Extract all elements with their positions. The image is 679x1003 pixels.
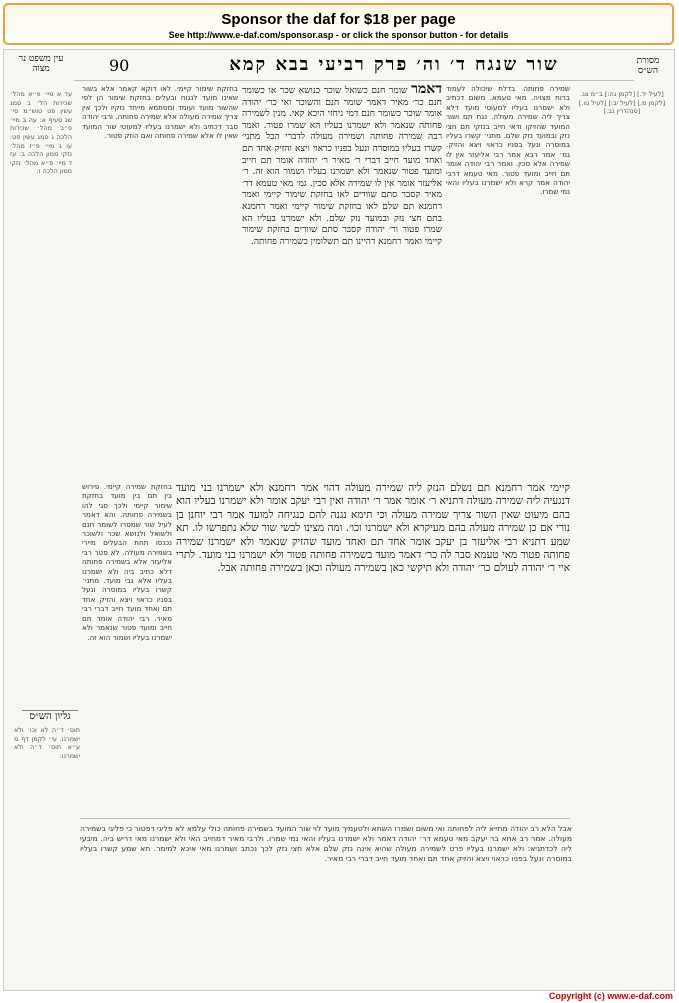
ein-mishpat-column	[10, 90, 72, 680]
gilyon-column	[14, 726, 80, 806]
sponsor-banner-subtitle[interactable]: See http://www.e-daf.com/sponsor.asp - or click the sponsor button - for details	[168, 30, 509, 40]
gemara-body: שומר חנם כשואל שוכר כנושא שכר או כשומר חנם כר׳ מאיר דאמר שומר חנם והשוכר ואי כר׳ יהודה אומר שוכר כשומר חנם דמי ניחזי היכא קאי. מנין לשמירה פחותה שנאמר ולא ישמרנו בעליו הא שמרו פטור. ואמר רבה שמירה פחותה ושמירה מעולה לדברי הכל מתני׳ קשרו בעליו במוסרה ונעל בפניו כראוי ויצא והזיק אחד תם ואחד מועד חייב דברי ר׳ מאיר ר׳ יהודה אומר תם חייב ומועד פטור שנאמר ולא ישמרנו בעליו ושמור הוא זה. ר׳ אליעזר אומר אין לו שמירה אלא סכין. גמ׳ מאי טעמא דר׳ מאיר קסבר סתם שוורים לאו בחזקת שימור קיימי ואמר רחמנא תם שלם לאו בחזקת שימור קיימי ואמר רחמנא בתם חצי נזק ובמועד נזק שלם. ולא ישמרנו בעליו הא שמרו פטור ור׳ יהודה קסבר סתם שוורים בחזקת שימור קיימי ואמר רחמנא דהיינו תם תשלומין כשמירה פחותה.	[242, 86, 442, 247]
gilyon-title: גליון הש״ס	[22, 710, 78, 722]
bottom-rule	[80, 818, 570, 819]
header-rule	[74, 80, 634, 81]
rashi-text: שמירה פחותה. בדלת שיכולה לעמוד ברוח מצויה. מאי טעמא. משום דכתיב ולא ישמרנו בעליו למעוטי מועד דלא צריך ליה שמירה מעולה. נגח תם ושור המועד שהזיקו ודאי חייב בנזקי תם חצי נזק ובמועד נזק שלם. מתני׳ קשרו בעליו במוסרה ונעל בפניו כראוי ויצא והזיק. גמ׳ אמר רבא אמר רבי אליעזר אין לו שמירה אלא סכין. ואמר רבי יהודה אומר תם חייב ומועד פטור. מאי טעמא דרבי יהודה אמר קרא ולא ישמרנו בעליו והאי נמי שמרו.	[446, 84, 570, 197]
sponsor-banner-title[interactable]: Sponsor the daf for $18 per page	[221, 11, 456, 28]
masoret-text: [לעיל יד.] [לקמן נה:] ב״מ צג. [לקמן מ.] [לעיל יב:] [לעיל טו.] [סנהדרין נב.]	[578, 90, 666, 116]
tosafot-left-text: בחזקת שמירה קיימי. פירוש בין תם בין מועד בחזקת שימור קיימי ולכך סגי להו בשמירה פחותה. והא דאמר לעיל שור שמסרו לשומר חנם ולשואל ולנושא שכר ולשוכר נכנסו תחת הבעלים מיירי בשמירה מעולה. לא פטר רבי אליעזר אלא בשמירה פחותה דלא כתיב ביה ולא ישמרנו בעליו אלא גבי מועד. מתני׳ קשרו בעליו במוסרה ונעל בפניו כראוי ויצא והזיק אחד תם ואחד מועד חייב דברי רבי מאיר. רבי יהודה אומר תם חייב ומועד פטור שנאמר ולא ישמרנו בעליו ושמור הוא זה.	[82, 482, 172, 642]
gilyon-text: תוס׳ ד״ה לא וכו׳ ולא ישמרנו. עי׳ לקמן דף מ ע״א תוס׳ ד״ה ולא ישמרנו:	[14, 726, 80, 760]
sponsor-banner[interactable]	[3, 3, 674, 45]
tosafot-left-column	[82, 482, 172, 812]
rashi-column	[446, 84, 570, 479]
masoret-column	[576, 90, 668, 810]
page-title: שור שנגח ד׳ וה׳ פרק רביעי בבא קמא	[229, 54, 559, 75]
gemara-lower-column	[176, 482, 570, 812]
gemara-text	[242, 84, 442, 248]
talmud-page	[3, 49, 675, 991]
gemara-opening-word: דאמר	[411, 84, 442, 97]
page-number: 90	[109, 56, 130, 75]
gemara-continuation: קיימי אמר רחמנא תם נשלם הנזק ליה שמירה מעולה דהוי אמר רחמנא ולא ישמרנו בני מועד דנגעיה ליה שמירה מעולה דתניא ר׳ אומר אמר ר׳ יהודה ואין רבי יעקב אומר ולא ישמרנו בעליו הוא בהם מיעוט שאין השור צריך שמירה מעולה וכי תימא נגנה להם כנגיחה למועד אמר רבי יוחנן בן נורי אם כן שמירה מעולה בהם מעיקרא ולא ישמרנו וכו׳. ומה מצינו לבשי שור שלא נתפרשו לו. תא שמע דתניא רבי אליעזר בן יעקב אומר אחד תם ואחד מועד שהזיק שנאמר ולא ישמרנו שמירה פחותה פטור מאי טעמא סבר לה כר׳ דאמר מועד בשמירה פחותה פטור ולא ישמרנו בני מועד. לתרי איי ר׳ יהודה לעולם כר׳ יהודה ולא תיקשי כאן בשמירה מעולה וכאן בשמירה פחותה אבל.	[176, 482, 570, 575]
tosafot-top-text: בחזקת שימור קיימי. לאו דוקא קאמר אלא בשור שאינו מועד לנגוח ובעלים בחזקת שימור הן לפי שהשור מועד ועומד ומסתמא מייחד נזקיו ולכך אין צריך שמירה מעולה אלא שמירה פחותה. ורבי יהודה סבר דכתיב ולא ישמרנו בעליו למעוטי שור המועד שאין לו אלא שמירה פחותה ואם הוזק פטור.	[82, 84, 238, 141]
gemara-upper-column	[242, 84, 442, 479]
ein-mishpat-text: עד א מיי׳ פ״א מהל׳ שכירות הל׳ ב סמג עשין פט טוש״מ סי׳ שג סעיף א: עה ב מיי׳ פ״ב מהל׳ שכירות הלכה ג סמג עשין פט: עו ג מיי׳ פ״ז מהל׳ נזקי ממון הלכה ב: עז ד מיי׳ פ״א מהל׳ נזקי ממון הלכה ו:	[10, 90, 72, 176]
page-header	[4, 56, 674, 78]
ein-mishpat-label: עין משפט נר מצוה	[18, 54, 64, 74]
bottom-commentary-text: אבל הלא רב יהודה מתייא ליה לפחותה ואי משום ושמרו השתא ולטעמיך מועד לוי שור המועד בשמירה פחותה כולי עלמא לא פליגי דפטור כי פליגי בשמירה מעולה. אמר רב אחא בר יעקב מאי טעמא דר׳ יהודה דאמר ולא ישמרנו בעליו והאי נמי שמרו. ולרבי מאיר דמחייב האי ולא ישמרנו מאי דריש ביה. מיבעי ליה לכדתניא: ולא ישמרנו בעליו פרט לשמירה מעולה שהיא אינה נזק שלם אלא חצי נזק לכך נכתב ושמרנו מאי איכא למימר. תא שמע קשרו בעליו במוסרה ונעל בפניו כראוי ויצא והזיק אחד תם ואחד מועד חייב דברי רבי מאיר.	[80, 824, 572, 863]
copyright-link[interactable]: Copyright (c) www.e-daf.com	[548, 991, 673, 1001]
tosafot-top-column	[82, 84, 238, 479]
bottom-commentary-column	[80, 824, 572, 974]
masoret-label: מסורת הש״ס	[636, 56, 660, 76]
